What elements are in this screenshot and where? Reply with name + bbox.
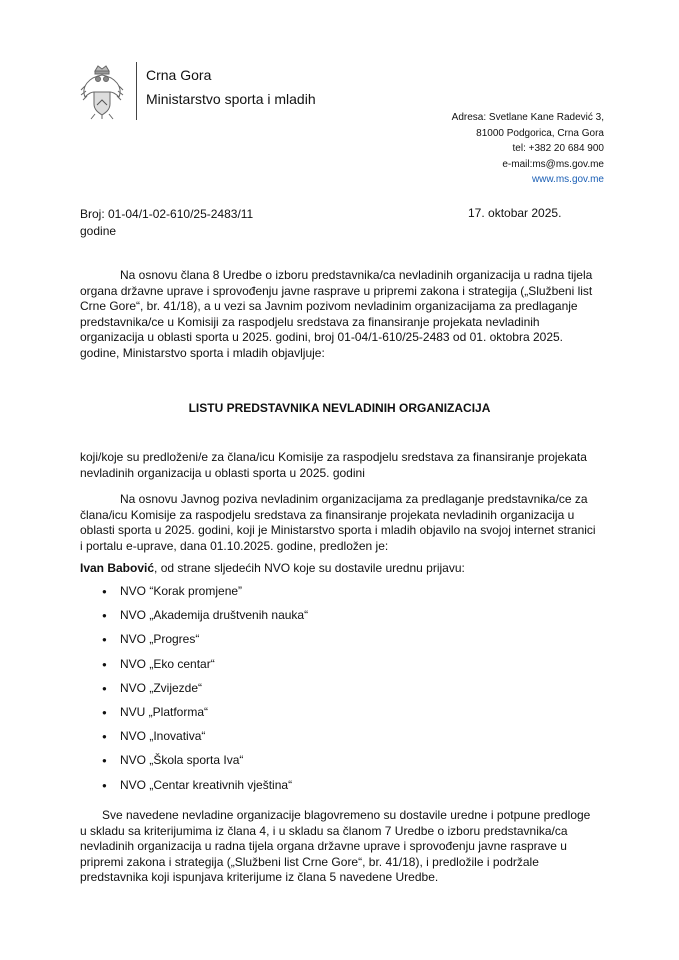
list-item: ● NVO „Akademija društvenih nauka“ [120, 608, 308, 632]
contact-address: Adresa: Svetlane Kane Radević 3, [451, 112, 604, 123]
contact-website-link[interactable]: www.ms.gov.me [531, 174, 604, 185]
candidate-text: , od strane sljedećih NVO koje su dostavile urednu prijavu: [154, 561, 465, 575]
contact-tel: tel: +382 20 684 900 [512, 143, 604, 154]
candidate-name: Ivan Babović [80, 561, 155, 575]
list-item: ● NVU „Platforma“ [120, 705, 308, 729]
document-date: 17. oktobar 2025. [468, 206, 562, 220]
list-item: ● NVO “Korak promjene” [120, 584, 308, 608]
document-title: LISTU PREDSTAVNIKA NEVLADINIH ORGANIZACIJA [188, 401, 491, 415]
list-item: ● NVO „Škola sporta Iva“ [120, 753, 308, 777]
list-item: ● NVO „Zvijezde“ [120, 681, 308, 705]
coat-of-arms-icon [79, 64, 125, 120]
reference-number [80, 206, 300, 240]
header-divider [136, 62, 137, 120]
closing-paragraph: Sve navedene nevladine organizacije blagovremeno su dostavile uredne i potpune predloge u skladu sa kriterijumima iz člana 4, i u skladu sa članom 7 Uredbe o izboru predstavnika/ca nevladinih organizacija u radna tijela organa državne uprave i sprovođenju javne rasprave u pripremi zakona i strategija („Službeni list Crne Gore“, br. 41/18), i predložile i podržale predstavnika koji ispunjava kriterijume iz člana 5 navedene Uredbe. [80, 808, 591, 884]
contact-city: 81000 Podgorica, Crna Gora [476, 127, 604, 139]
reference-date-suffix: godine [80, 224, 117, 238]
contact-email[interactable]: e-mail:ms@ms.gov.me [502, 158, 604, 170]
ministry-name: Ministarstvo sporta i mladih [146, 91, 316, 107]
list-item: ● NVO „Centar kreativnih vještina“ [120, 778, 308, 802]
candidate-line [80, 561, 600, 577]
nvo-list [120, 584, 308, 802]
list-item: ● NVO „Inovativa“ [120, 729, 308, 753]
list-item: ● NVO „Progres“ [120, 632, 308, 656]
reference-number-text: Broj: 01-04/1-02-610/25-2483/11 [80, 207, 254, 221]
list-item: ● NVO „Eko centar“ [120, 657, 308, 681]
intro-paragraph: Na osnovu člana 8 Uredbe o izboru predstavnika/ca nevladinih organizacija u radna tijela organa državne uprave i sprovođenju javne rasprave u pripremi zakona i strategija („Službeni list Crne Gore“, br. 41/18), a u vezi sa Javnim pozivom nevladinim organizacijama za predlaganje predstavnika/ce u Komisiji za raspodjelu sredstava za finansiranje projekata nevladinih organizacija u oblasti sporta u 2025. godini, broj 01-04/1-610/25-2483 od 01. oktobra 2025. godine, Ministarstvo sporta i mladih objavljuje: [80, 268, 593, 360]
body-paragraph: Na osnovu Javnog poziva nevladinim organizacijama za predlaganje predstavnika/ce za člana/icu Komisije za raspodjelu sredstava za finansiranje projekata nevladinih organizacija u oblasti sporta u 2025. godini, koji je Ministarstvo sporta i mladih objavilo na svojoj internet stranici i portalu e-uprave, dana 01.10.2025. godine, predložen je: [80, 492, 596, 553]
country-name: Crna Gora [146, 67, 212, 83]
subtitle-paragraph: koji/koje su predloženi/e za člana/icu Komisije za raspodjelu sredstava za finansiranje projekata nevladinih organizacija u oblasti sporta u 2025. godini [80, 450, 587, 480]
contact-block [452, 110, 604, 188]
